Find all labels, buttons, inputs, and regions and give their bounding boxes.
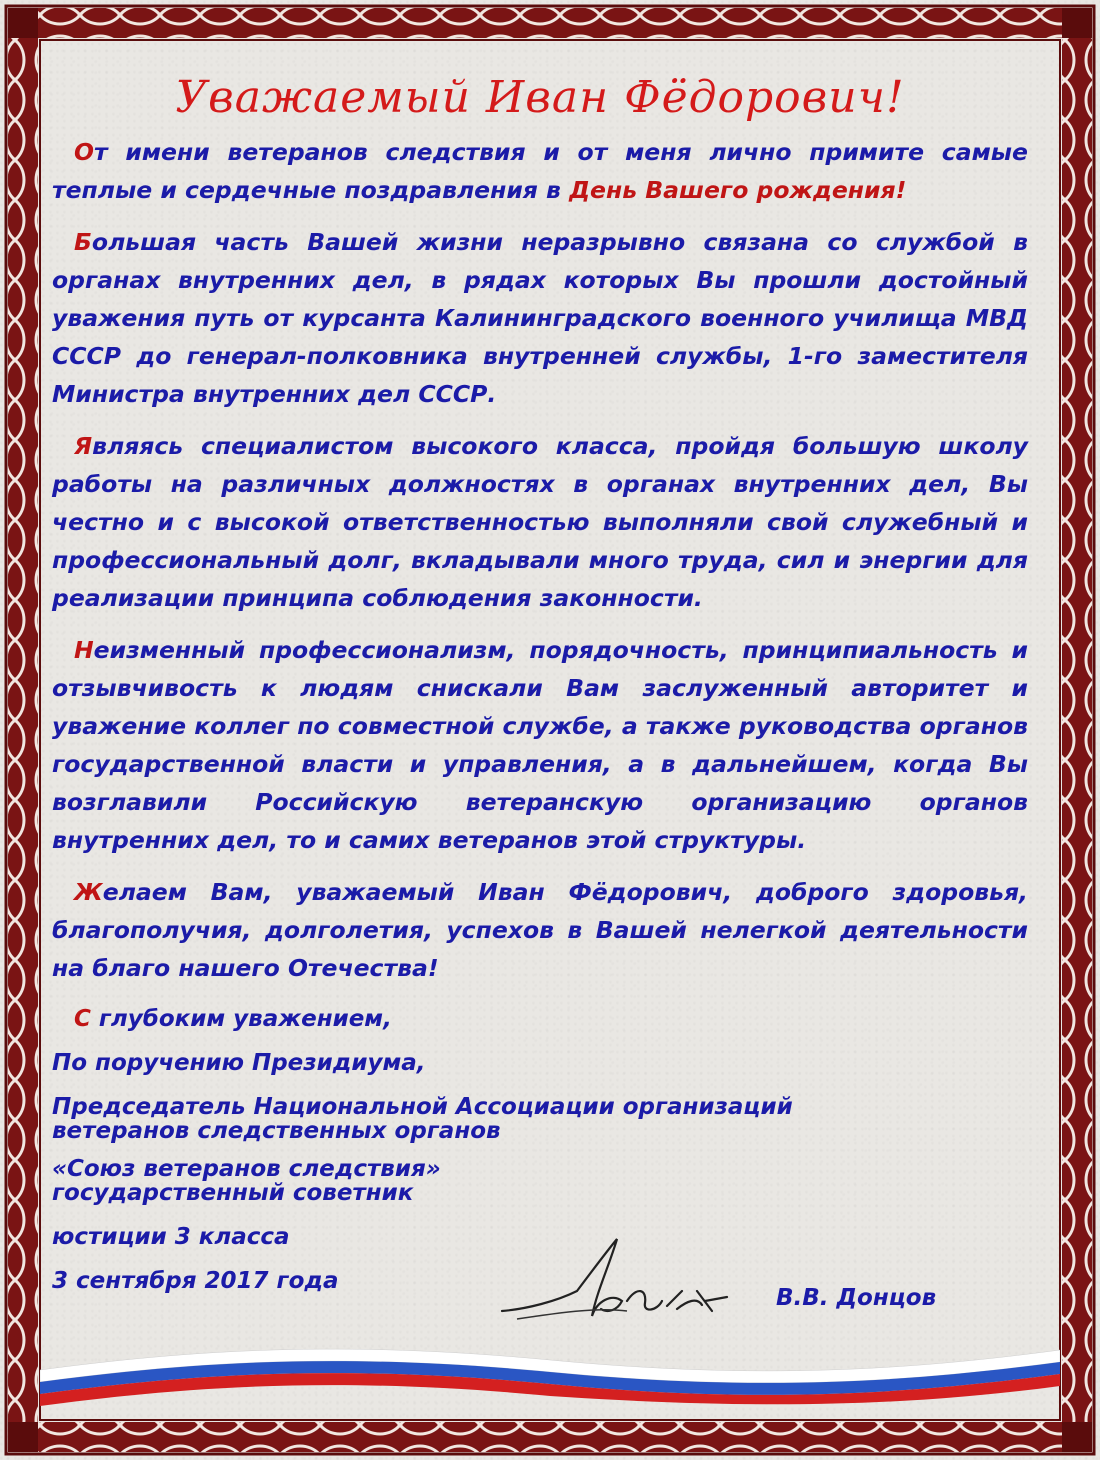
paragraph-3-text: вляясь специалистом высокого класса, пройдя большую школу работы на различных должностях в органах внутренних дел, Вы честно и с высокой ответственностью выполняли свой служебный и профессиональный долг, вкладывали много труда, сил и энергии для реализации принципа соблюдения законности. — [52, 432, 1028, 612]
paragraph-2 — [52, 223, 1028, 413]
signature-line-1: По поручению Президиума, — [52, 1050, 426, 1076]
paragraph-1-initial: О — [74, 138, 94, 166]
letter-body — [52, 72, 1028, 1392]
paragraph-4-text: еизменный профессионализм, порядочность, принципиальность и отзывчивость к людям снискали Вам заслуженный авторитет и уважение коллег по совместной службе, а также руководства органов государственной власти и управления, а в дальнейшем, когда Вы возглавили Российскую ветеранскую организацию органов внутренних дел, то и самих ветеранов этой структуры. — [52, 636, 1028, 854]
paragraph-3-initial: Я — [74, 432, 93, 460]
paragraph-3 — [52, 427, 1028, 617]
paragraph-4-initial: Н — [74, 636, 94, 664]
signature-block — [52, 1001, 1028, 1311]
tricolor-ribbon — [40, 1330, 1060, 1410]
closing-text: глубоким уважением, — [90, 1006, 392, 1032]
signature-line-4: «Союз ветеранов следствия» — [52, 1156, 441, 1182]
signature-line-2: Председатель Национальной Ассоциации организаций — [52, 1094, 793, 1120]
signature-line-3: ветеранов следственных органов — [52, 1118, 501, 1144]
signatory-name: В.В. Донцов — [776, 1285, 937, 1311]
paragraph-5 — [52, 873, 1028, 987]
signature-date: 3 сентября 2017 года — [52, 1268, 339, 1294]
signature-line-5: государственный советник — [52, 1180, 414, 1206]
paragraph-1-highlight: День Вашего рождения! — [569, 176, 907, 204]
paragraph-5-text: елаем Вам, уважаемый Иван Фёдорович, доброго здоровья, благополучия, долголетия, успехов в Вашей нелегкой деятельности на благо нашего Отечества! — [52, 878, 1028, 982]
paragraph-4 — [52, 631, 1028, 859]
greeting-title: Уважаемый Иван Фёдорович! — [175, 72, 905, 123]
paragraph-1 — [52, 133, 1028, 209]
closing-line — [52, 1001, 1028, 1037]
paragraph-5-initial: Ж — [74, 878, 103, 906]
paragraph-2-text: ольшая часть Вашей жизни неразрывно связана со службой в органах внутренних дел, в рядах которых Вы прошли достойный уважения путь от курсанта Калининградского военного училища МВД СССР до генерал-полковника внутренней службы, 1-го заместителя Министра внутренних дел СССР. — [52, 228, 1028, 408]
signature-line-6: юстиции 3 класса — [52, 1224, 290, 1250]
paragraph-2-initial: Б — [74, 228, 92, 256]
closing-initial: С — [74, 1006, 91, 1032]
paragraph-1-text: т имени ветеранов следствия и от меня лично примите самые теплые и сердечные поздравления в — [52, 138, 1028, 204]
